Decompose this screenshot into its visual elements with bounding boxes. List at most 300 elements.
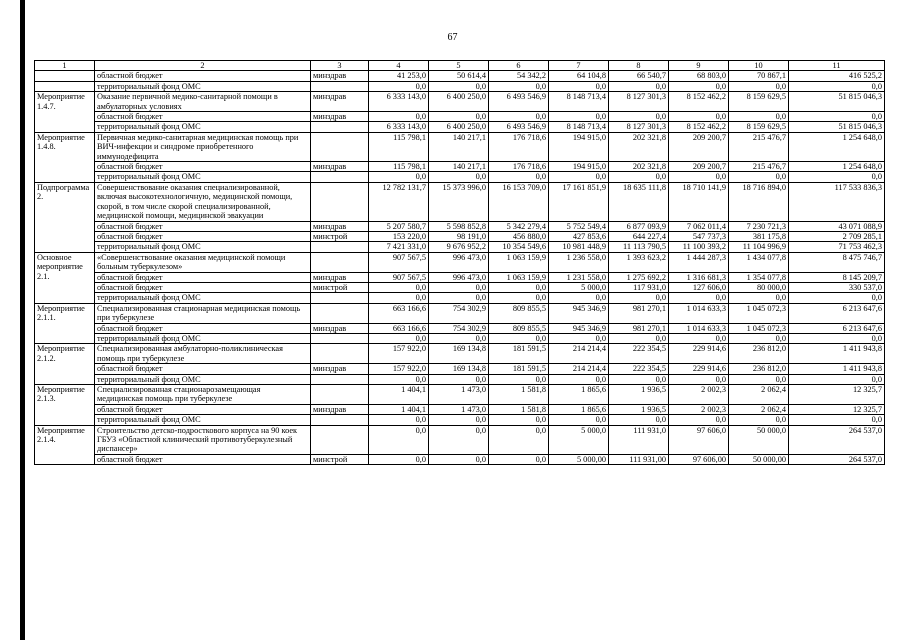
amount-cell: 1 404,1 [369,404,429,414]
amount-cell: 12 782 131,7 [369,182,429,221]
amount-cell: 169 134,8 [429,364,489,374]
executor-cell: минстрой [311,282,369,292]
amount-cell: 1 063 159,9 [489,272,549,282]
amount-cell: 0,0 [369,415,429,425]
amount-cell: 1 014 633,3 [669,303,729,323]
amount-cell: 0,0 [669,112,729,122]
amount-cell: 0,0 [669,374,729,384]
amount-cell: 996 473,0 [429,252,489,272]
left-margin-rule [20,0,25,640]
amount-cell: 11 104 996,9 [729,242,789,252]
amount-cell: 97 606,00 [669,454,729,464]
amount-cell: 0,0 [549,81,609,91]
amount-cell: 214 214,4 [549,344,609,364]
amount-cell: 1 473,0 [429,404,489,414]
executor-cell: минздрав [311,364,369,374]
amount-cell: 264 537,0 [789,454,885,464]
amount-cell: 0,0 [369,293,429,303]
amount-cell: 0,0 [729,333,789,343]
amount-cell: 176 718,6 [489,132,549,161]
table-row [35,425,885,454]
executor-cell [311,385,369,405]
amount-cell: 8 475 746,7 [789,252,885,272]
amount-cell: 8 159 629,5 [729,92,789,112]
amount-cell: 0,0 [609,112,669,122]
amount-cell: 169 134,8 [429,344,489,364]
amount-cell: 644 227,4 [609,231,669,241]
amount-cell: 5 752 549,4 [549,221,609,231]
amount-cell: 8 159 629,5 [729,122,789,132]
amount-cell: 0,0 [429,454,489,464]
amount-cell: 1 411 943,8 [789,344,885,364]
amount-cell: 10 981 448,9 [549,242,609,252]
measure-name-cell: Мероприятие 1.4.7. [35,92,95,133]
executor-cell: минздрав [311,112,369,122]
amount-cell: 0,0 [789,81,885,91]
amount-cell: 0,0 [729,374,789,384]
amount-cell: 12 325,7 [789,404,885,414]
amount-cell: 0,0 [489,282,549,292]
amount-cell: 264 537,0 [789,425,885,454]
amount-cell: 2 062,4 [729,404,789,414]
measure-name-cell: Мероприятие 2.1.4. [35,425,95,465]
amount-cell: 0,0 [729,81,789,91]
amount-cell: 6 333 143,0 [369,92,429,112]
amount-cell: 0,0 [489,293,549,303]
amount-cell: 6 400 250,0 [429,122,489,132]
table-row [35,454,885,464]
amount-cell: 0,0 [369,374,429,384]
amount-cell: 0,0 [789,293,885,303]
amount-cell: 0,0 [609,293,669,303]
amount-cell: 0,0 [429,172,489,182]
amount-cell: 0,0 [489,425,549,454]
amount-cell: 8 148 713,4 [549,92,609,112]
amount-cell: 0,0 [489,374,549,384]
amount-cell: 50 000,00 [729,454,789,464]
executor-cell [311,122,369,132]
amount-cell: 51 815 046,3 [789,92,885,112]
executor-cell [311,81,369,91]
amount-cell: 0,0 [609,374,669,384]
description-cell: областной бюджет [95,454,311,464]
column-number-cell: 11 [789,61,885,71]
budget-table [34,60,885,465]
executor-cell [311,425,369,454]
amount-cell: 0,0 [369,172,429,182]
amount-cell: 547 737,3 [669,231,729,241]
description-cell: территориальный фонд ОМС [95,81,311,91]
amount-cell: 70 867,1 [729,71,789,81]
column-number-row [35,61,885,71]
table-row [35,364,885,374]
table-row [35,242,885,252]
amount-cell: 1 865,6 [549,404,609,414]
amount-cell: 8 127 301,3 [609,92,669,112]
measure-name-cell [35,81,95,91]
amount-cell: 71 753 462,3 [789,242,885,252]
amount-cell: 0,0 [669,333,729,343]
amount-cell: 215 476,7 [729,162,789,172]
amount-cell: 0,0 [369,81,429,91]
amount-cell: 0,0 [429,282,489,292]
amount-cell: 1 045 072,3 [729,303,789,323]
amount-cell: 229 914,6 [669,364,729,374]
measure-name-cell: Основное мероприятие 2.1. [35,252,95,303]
table-row [35,385,885,405]
amount-cell: 117 931,0 [609,282,669,292]
executor-cell [311,182,369,221]
executor-cell [311,293,369,303]
amount-cell: 945 346,9 [549,303,609,323]
amount-cell: 1 231 558,0 [549,272,609,282]
description-cell: областной бюджет [95,162,311,172]
amount-cell: 8 152 462,2 [669,122,729,132]
amount-cell: 181 591,5 [489,364,549,374]
amount-cell: 6 333 143,0 [369,122,429,132]
table-row [35,404,885,414]
amount-cell: 7 062 011,4 [669,221,729,231]
amount-cell: 0,0 [549,172,609,182]
amount-cell: 0,0 [609,172,669,182]
amount-cell: 0,0 [609,333,669,343]
page-number: 67 [447,32,458,43]
amount-cell: 117 533 836,3 [789,182,885,221]
amount-cell: 97 606,0 [669,425,729,454]
amount-cell: 194 915,0 [549,162,609,172]
description-cell: областной бюджет [95,112,311,122]
amount-cell: 0,0 [669,81,729,91]
executor-cell [311,303,369,323]
amount-cell: 1 275 692,2 [609,272,669,282]
column-number-cell: 6 [489,61,549,71]
amount-cell: 7 421 331,0 [369,242,429,252]
description-cell: областной бюджет [95,404,311,414]
amount-cell: 754 302,9 [429,323,489,333]
amount-cell: 0,0 [429,415,489,425]
table-row [35,333,885,343]
amount-cell: 0,0 [549,293,609,303]
amount-cell: 50 000,0 [729,425,789,454]
column-number-cell: 8 [609,61,669,71]
measure-name-cell [35,71,95,81]
amount-cell: 996 473,0 [429,272,489,282]
amount-cell: 215 476,7 [729,132,789,161]
amount-cell: 0,0 [549,333,609,343]
description-cell: областной бюджет [95,282,311,292]
amount-cell: 127 606,0 [669,282,729,292]
amount-cell: 0,0 [729,112,789,122]
amount-cell: 0,0 [489,172,549,182]
amount-cell: 0,0 [789,172,885,182]
amount-cell: 1 014 633,3 [669,323,729,333]
amount-cell: 1 354 077,8 [729,272,789,282]
amount-cell: 0,0 [549,374,609,384]
amount-cell: 157 922,0 [369,344,429,364]
executor-cell [311,242,369,252]
amount-cell: 11 100 393,2 [669,242,729,252]
amount-cell: 64 104,8 [549,71,609,81]
amount-cell: 0,0 [369,282,429,292]
amount-cell: 229 914,6 [669,344,729,364]
table-row [35,162,885,172]
executor-cell: минздрав [311,323,369,333]
amount-cell: 5 598 852,8 [429,221,489,231]
amount-cell: 0,0 [489,333,549,343]
amount-cell: 222 354,5 [609,344,669,364]
amount-cell: 0,0 [369,425,429,454]
description-cell: областной бюджет [95,272,311,282]
table-row [35,282,885,292]
amount-cell: 0,0 [489,81,549,91]
amount-cell: 381 175,8 [729,231,789,241]
description-cell: территориальный фонд ОМС [95,122,311,132]
table-row [35,221,885,231]
amount-cell: 115 798,1 [369,132,429,161]
amount-cell: 18 710 141,9 [669,182,729,221]
table-row [35,71,885,81]
description-cell: областной бюджет [95,323,311,333]
table-row [35,344,885,364]
amount-cell: 663 166,6 [369,303,429,323]
table-row [35,112,885,122]
amount-cell: 907 567,5 [369,272,429,282]
amount-cell: 0,0 [429,333,489,343]
description-cell: Совершенствование оказания специализированной, включая высокотехнологичную, медицинской помощи, скорой, в том числе скорой специализированной, медицинской помощи, медицинской эвакуации [95,182,311,221]
amount-cell: 16 153 709,0 [489,182,549,221]
amount-cell: 2 002,3 [669,385,729,405]
amount-cell: 945 346,9 [549,323,609,333]
measure-name-cell: Мероприятие 1.4.8. [35,132,95,182]
amount-cell: 0,0 [489,415,549,425]
amount-cell: 0,0 [789,112,885,122]
amount-cell: 456 880,0 [489,231,549,241]
table-row [35,303,885,323]
table-row [35,374,885,384]
amount-cell: 8 145 209,7 [789,272,885,282]
amount-cell: 10 354 549,6 [489,242,549,252]
amount-cell: 51 815 046,3 [789,122,885,132]
executor-cell [311,333,369,343]
amount-cell: 6 213 647,6 [789,323,885,333]
executor-cell [311,344,369,364]
executor-cell: минстрой [311,454,369,464]
amount-cell: 209 200,7 [669,162,729,172]
amount-cell: 5 000,0 [549,425,609,454]
measure-name-cell: Подпрограмма 2. [35,182,95,252]
amount-cell: 5 000,00 [549,454,609,464]
column-number-cell: 4 [369,61,429,71]
amount-cell: 981 270,1 [609,323,669,333]
amount-cell: 1 254 648,0 [789,162,885,172]
amount-cell: 1 936,5 [609,404,669,414]
amount-cell: 1 581,8 [489,404,549,414]
amount-cell: 111 931,0 [609,425,669,454]
amount-cell: 416 525,2 [789,71,885,81]
column-number-cell: 1 [35,61,95,71]
amount-cell: 0,0 [609,81,669,91]
amount-cell: 98 191,0 [429,231,489,241]
amount-cell: 11 113 790,5 [609,242,669,252]
amount-cell: 1 865,6 [549,385,609,405]
amount-cell: 0,0 [669,172,729,182]
amount-cell: 1 473,0 [429,385,489,405]
table-row [35,182,885,221]
amount-cell: 5 000,0 [549,282,609,292]
table-row [35,122,885,132]
amount-cell: 809 855,5 [489,323,549,333]
description-cell: территориальный фонд ОМС [95,415,311,425]
table-row [35,293,885,303]
amount-cell: 0,0 [729,415,789,425]
amount-cell: 140 217,1 [429,132,489,161]
description-cell: областной бюджет [95,221,311,231]
amount-cell: 0,0 [549,415,609,425]
description-cell: территориальный фонд ОМС [95,242,311,252]
table-row [35,132,885,161]
amount-cell: 15 373 996,0 [429,182,489,221]
amount-cell: 194 915,0 [549,132,609,161]
amount-cell: 153 220,0 [369,231,429,241]
amount-cell: 0,0 [489,112,549,122]
executor-cell [311,172,369,182]
measure-name-cell: Мероприятие 2.1.2. [35,344,95,385]
amount-cell: 663 166,6 [369,323,429,333]
amount-cell: 8 148 713,4 [549,122,609,132]
amount-cell: 6 877 093,9 [609,221,669,231]
executor-cell: минздрав [311,71,369,81]
description-cell: Строительство детско-подросткового корпуса на 90 коек ГБУЗ «Областной клинический противотуберкулезный диспансер» [95,425,311,454]
executor-cell: минздрав [311,221,369,231]
description-cell: областной бюджет [95,71,311,81]
amount-cell: 43 071 088,9 [789,221,885,231]
amount-cell: 754 302,9 [429,303,489,323]
amount-cell: 140 217,1 [429,162,489,172]
amount-cell: 907 567,5 [369,252,429,272]
amount-cell: 181 591,5 [489,344,549,364]
amount-cell: 0,0 [789,374,885,384]
amount-cell: 5 342 279,4 [489,221,549,231]
executor-cell: минздрав [311,162,369,172]
column-number-cell: 2 [95,61,311,71]
amount-cell: 1 434 077,8 [729,252,789,272]
amount-cell: 8 127 301,3 [609,122,669,132]
table-row [35,323,885,333]
description-cell: Оказание первичной медико-санитарной помощи в амбулаторных условиях [95,92,311,112]
amount-cell: 2 062,4 [729,385,789,405]
column-number-cell: 9 [669,61,729,71]
amount-cell: 1 063 159,9 [489,252,549,272]
amount-cell: 2 709 285,1 [789,231,885,241]
table-row [35,252,885,272]
amount-cell: 68 803,0 [669,71,729,81]
amount-cell: 202 321,8 [609,162,669,172]
amount-cell: 7 230 721,3 [729,221,789,231]
amount-cell: 0,0 [489,454,549,464]
description-cell: Специализированная стационарная медицинская помощь при туберкулезе [95,303,311,323]
amount-cell: 0,0 [369,112,429,122]
amount-cell: 1 316 681,3 [669,272,729,282]
amount-cell: 6 400 250,0 [429,92,489,112]
amount-cell: 6 213 647,6 [789,303,885,323]
executor-cell [311,132,369,161]
table-row [35,272,885,282]
amount-cell: 6 493 546,9 [489,92,549,112]
amount-cell: 12 325,7 [789,385,885,405]
amount-cell: 17 161 851,9 [549,182,609,221]
amount-cell: 9 676 952,2 [429,242,489,252]
amount-cell: 0,0 [789,333,885,343]
amount-cell: 6 493 546,9 [489,122,549,132]
amount-cell: 0,0 [549,112,609,122]
amount-cell: 18 635 111,8 [609,182,669,221]
amount-cell: 176 718,6 [489,162,549,172]
table-row [35,81,885,91]
description-cell: территориальный фонд ОМС [95,172,311,182]
description-cell: территориальный фонд ОМС [95,293,311,303]
amount-cell: 54 342,2 [489,71,549,81]
amount-cell: 157 922,0 [369,364,429,374]
amount-cell: 80 000,0 [729,282,789,292]
amount-cell: 1 236 558,0 [549,252,609,272]
amount-cell: 0,0 [429,112,489,122]
description-cell: территориальный фонд ОМС [95,374,311,384]
executor-cell [311,374,369,384]
executor-cell: минздрав [311,92,369,112]
amount-cell: 1 254 648,0 [789,132,885,161]
column-number-cell: 7 [549,61,609,71]
amount-cell: 115 798,1 [369,162,429,172]
amount-cell: 0,0 [429,374,489,384]
amount-cell: 222 354,5 [609,364,669,374]
amount-cell: 41 253,0 [369,71,429,81]
description-cell: «Совершенствование оказания медицинской помощи больным туберкулезом» [95,252,311,272]
amount-cell: 18 716 894,0 [729,182,789,221]
description-cell: территориальный фонд ОМС [95,333,311,343]
amount-cell: 1 444 287,3 [669,252,729,272]
description-cell: Первичная медико-санитарная медицинская помощь при ВИЧ-инфекции и синдроме приобретенного иммунодефицита [95,132,311,161]
amount-cell: 1 393 623,2 [609,252,669,272]
amount-cell: 2 002,3 [669,404,729,414]
amount-cell: 0,0 [789,415,885,425]
amount-cell: 66 540,7 [609,71,669,81]
amount-cell: 214 214,4 [549,364,609,374]
executor-cell: минздрав [311,404,369,414]
column-number-cell: 5 [429,61,489,71]
amount-cell: 0,0 [729,172,789,182]
executor-cell [311,252,369,272]
table-row [35,172,885,182]
description-cell: областной бюджет [95,364,311,374]
amount-cell: 202 321,8 [609,132,669,161]
amount-cell: 0,0 [669,293,729,303]
amount-cell: 1 411 943,8 [789,364,885,374]
amount-cell: 111 931,00 [609,454,669,464]
amount-cell: 0,0 [609,415,669,425]
amount-cell: 0,0 [669,415,729,425]
amount-cell: 0,0 [369,454,429,464]
description-cell: Специализированная амбулаторно-поликлиническая помощь при туберкулезе [95,344,311,364]
amount-cell: 1 581,8 [489,385,549,405]
executor-cell: минстрой [311,231,369,241]
description-cell: областной бюджет [95,231,311,241]
amount-cell: 1 404,1 [369,385,429,405]
measure-name-cell: Мероприятие 2.1.3. [35,385,95,426]
amount-cell: 8 152 462,2 [669,92,729,112]
amount-cell: 809 855,5 [489,303,549,323]
column-number-cell: 10 [729,61,789,71]
amount-cell: 0,0 [729,293,789,303]
